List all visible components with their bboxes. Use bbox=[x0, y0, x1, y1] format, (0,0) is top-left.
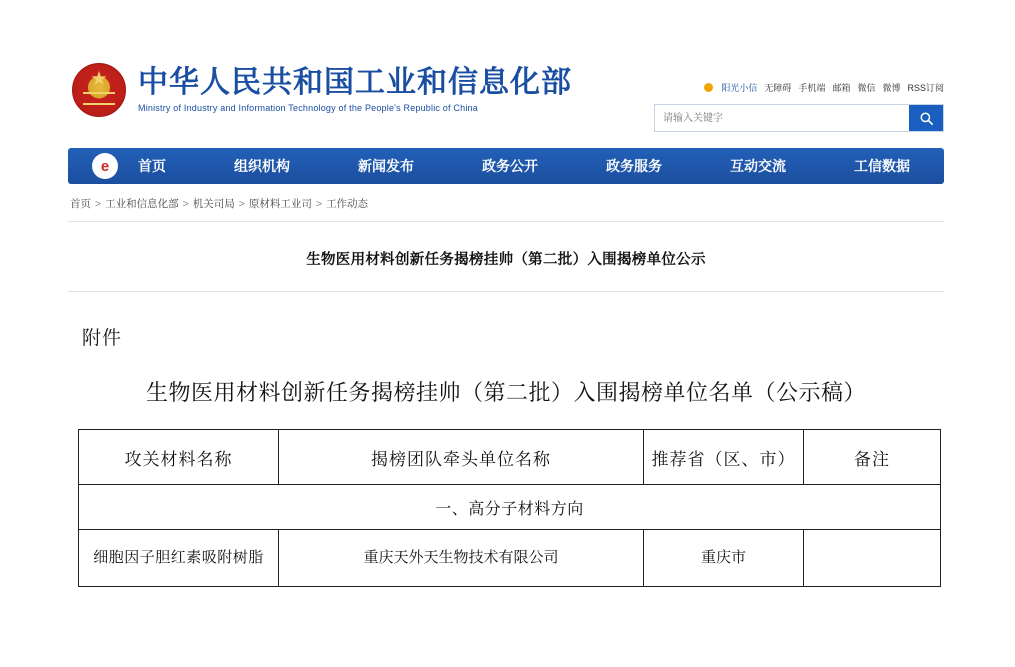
breadcrumb-item-work-updates[interactable]: 工作动态 bbox=[326, 198, 369, 210]
search-icon bbox=[919, 111, 934, 126]
page-title: 生物医用材料创新任务揭榜挂帅（第二批）入围揭榜单位公示 bbox=[306, 252, 706, 268]
breadcrumb-separator: > bbox=[182, 198, 189, 210]
column-header-lead-unit: 揭榜团队牵头单位名称 bbox=[279, 430, 644, 485]
brand-title-en: Ministry of Industry and Information Technology of the People's Republic of China bbox=[138, 102, 478, 113]
section-label-polymer: 一、高分子材料方向 bbox=[79, 485, 941, 530]
brand-title-cn: 中华人民共和国工业和信息化部 bbox=[138, 66, 572, 100]
table-row bbox=[79, 530, 941, 587]
quicklink-mail[interactable]: 邮箱 bbox=[832, 83, 851, 93]
table-header-row bbox=[79, 430, 941, 485]
header-utilities bbox=[654, 63, 944, 132]
site-header bbox=[68, 55, 944, 292]
national-emblem-icon bbox=[72, 63, 126, 117]
column-header-material: 攻关材料名称 bbox=[79, 430, 279, 485]
nav-items bbox=[132, 156, 938, 176]
cell-lead-unit: 重庆天外天生物技术有限公司 bbox=[279, 530, 644, 587]
site-brand[interactable] bbox=[68, 63, 572, 117]
search-input[interactable] bbox=[655, 105, 909, 131]
quicklink-weibo[interactable]: 微博 bbox=[882, 83, 901, 93]
brand-text bbox=[138, 67, 572, 113]
attachment-label: 附件 bbox=[82, 328, 123, 349]
portal-logo-icon[interactable]: e bbox=[92, 153, 118, 179]
breadcrumb-item-home[interactable]: 首页 bbox=[70, 198, 91, 210]
attachment-section bbox=[68, 305, 944, 587]
title-divider bbox=[68, 291, 944, 292]
quick-links bbox=[654, 81, 944, 94]
quicklink-mobile[interactable]: 手机端 bbox=[798, 83, 826, 93]
search-button[interactable] bbox=[909, 105, 943, 131]
quicklink-sunshine[interactable]: 阳光小信 bbox=[721, 83, 758, 93]
breadcrumb-separator: > bbox=[238, 198, 245, 210]
breadcrumb-separator: > bbox=[315, 198, 323, 210]
breadcrumb-item-miit[interactable]: 工业和信息化部 bbox=[105, 198, 179, 210]
nav-item-government-disclosure[interactable]: 政务公开 bbox=[482, 158, 538, 174]
nav-item-government-services[interactable]: 政务服务 bbox=[606, 158, 662, 174]
cell-province: 重庆市 bbox=[644, 530, 804, 587]
table-section-row bbox=[79, 485, 941, 530]
quicklink-wechat[interactable]: 微信 bbox=[857, 83, 876, 93]
nav-item-data[interactable]: 工信数据 bbox=[854, 158, 910, 174]
quicklink-rss[interactable]: RSS订阅 bbox=[907, 83, 944, 93]
breadcrumb-separator: > bbox=[95, 198, 102, 210]
column-header-remark: 备注 bbox=[804, 430, 941, 485]
breadcrumb bbox=[68, 184, 944, 221]
nav-item-news[interactable]: 新闻发布 bbox=[358, 158, 414, 174]
nav-item-home[interactable]: 首页 bbox=[138, 158, 166, 174]
attachment-title: 生物医用材料创新任务揭榜挂帅（第二批）入围揭榜单位名单（公示稿） bbox=[145, 380, 866, 405]
cell-remark bbox=[804, 530, 941, 587]
column-header-province: 推荐省（区、市） bbox=[644, 430, 804, 485]
breadcrumb-item-raw-materials[interactable]: 原材料工业司 bbox=[248, 198, 312, 210]
breadcrumb-item-departments[interactable]: 机关司局 bbox=[192, 198, 235, 210]
candidate-list-table bbox=[78, 429, 941, 587]
masthead bbox=[68, 55, 944, 148]
cell-material-name: 细胞因子胆红素吸附树脂 bbox=[79, 530, 279, 587]
nav-item-interaction[interactable]: 互动交流 bbox=[730, 158, 786, 174]
nav-item-organization[interactable]: 组织机构 bbox=[234, 158, 290, 174]
main-navigation bbox=[68, 148, 944, 184]
search-box[interactable] bbox=[654, 104, 944, 132]
quicklink-accessibility[interactable]: 无障碍 bbox=[764, 83, 792, 93]
sun-icon bbox=[704, 83, 713, 92]
